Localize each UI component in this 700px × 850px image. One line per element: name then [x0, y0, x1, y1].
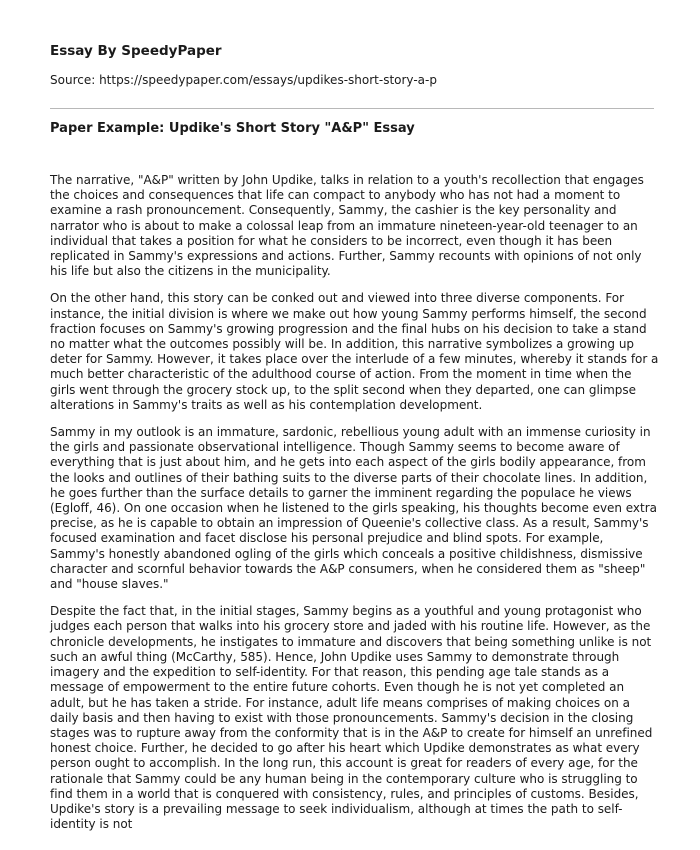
paragraph: The narrative, "A&P" written by John Updike, talks in relation to a youth's recollection that engages the choices and consequences that life can compact to anybody who has not had a moment to examine a rash pronouncement. Consequently, Sammy, the cashier is the key personality and narrator who is about to make a colossal leap from an immature nineteen-year-old teenager to an individual that takes a position for what he considers to be incorrect, even though it has been replicated in Sammy's expressions and actions. Further, Sammy recounts with opinions of not only his life but also the citizens in the municipality.: [50, 173, 644, 279]
header-divider: [50, 108, 654, 109]
paragraph: On the other hand, this story can be conked out and viewed into three diverse components. For instance, the initial division is where we make out how young Sammy performs himself, the second fraction focuses on Sammy's growing progression and the final hubs on his decision to take a stand no matter what the outcomes possibly will be. In addition, this narrative symbolizes a growing up deter for Sammy. However, it takes place over the interlude of a few minutes, whereby it stands for a much better characteristic of the adulthood course of action. From the moment in time when the girls went through the grocery stock up, to the split second when they departed, one can glimpse alterations in Sammy's traits as well as his contemplation development.: [50, 291, 659, 412]
paragraph: Sammy in my outlook is an immature, sardonic, rebellious young adult with an immense curiosity in the girls and passionate observational intelligence. Though Sammy seems to become aware of everything that is just about him, and he gets into each aspect of the girls bodily appearance, from the looks and outlines of their bathing suits to the diverse parts of their chocolate lines. In addition, he goes further than the surface details to garner the imminent regarding the populace he views (Egloff, 46). On one occasion when he listened to the girls speaking, his thoughts become even extra precise, as he is capable to obtain an impression of Queenie's collective class. As a result, Sammy's focused examination and facet disclose his personal prejudice and blind spots. For example, Sammy's honestly abandoned ogling of the girls which conceals a positive childishness, dismissive character and scornful behavior towards the A&P consumers, when he considered them as "sheep" and "house slaves.": [50, 425, 657, 592]
site-title: Essay By SpeedyPaper: [50, 43, 222, 59]
paper-title: Paper Example: Updike's Short Story "A&P" Essay: [50, 121, 415, 136]
source-line: Source: https://speedypaper.com/essays/updikes-short-story-a-p: [50, 73, 437, 87]
paragraph: Despite the fact that, in the initial stages, Sammy begins as a youthful and young protagonist who judges each person that walks into his grocery store and jaded with his routine life. However, as the chronicle developments, he instigates to immature and discovers that being something unlike is not such an awful thing (McCarthy, 585). Hence, John Updike uses Sammy to demonstrate through imagery and the expedition to self-identity. For that reason, this pending age tale stands as a message of empowerment to the entire future cohorts. Even though he is not yet completed an adult, but he has taken a stride. For instance, adult life means comprises of making choices on a daily basis and then having to exist with those pronouncements. Sammy's decision in the closing stages was to rupture away from the conformity that is in the A&P to create for himself an unrefined honest choice. Further, he decided to go after his heart which Updike demonstrates as what every person ought to accomplish. In the long run, this account is great for readers of every age, for the rationale that Sammy could be any human being in the contemporary culture who is struggling to find them in a world that is conquered with consistency, rules, and principles of customs. Besides, Updike's story is a prevailing message to seek individualism, although at times the path to self-identity is not: [50, 604, 653, 832]
essay-body: [50, 173, 660, 844]
